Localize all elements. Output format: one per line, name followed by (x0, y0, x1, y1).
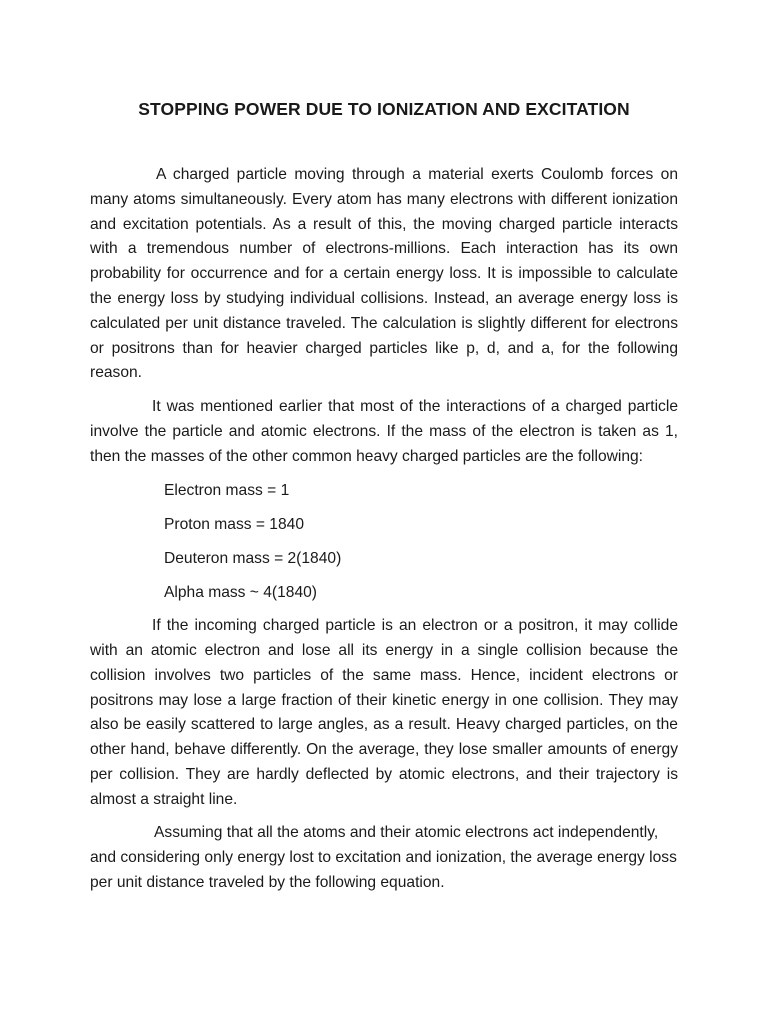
paragraph-intro: A charged particle moving through a material exerts Coulomb forces on many atoms simultaneously. Every atom has many electrons with different ionization and excitation potentials. As a result of this, the moving charged particle interacts with a tremendous number of electrons-millions. Each interaction has its own probability for occurrence and for a certain energy loss. It is impossible to calculate the energy loss by studying individual collisions. Instead, an average energy loss is calculated per unit distance traveled. The calculation is slightly different for electrons or positrons than for heavier charged particles like p, d, and a, for the following reason. (90, 166, 678, 382)
mass-list-item-electron: Electron mass = 1 (164, 481, 290, 499)
page-title: STOPPING POWER DUE TO IONIZATION AND EXCITATION (138, 99, 630, 119)
paragraph-masses-intro: It was mentioned earlier that most of the interactions of a charged particle involve the particle and atomic electrons. If the mass of the electron is taken as 1, then the masses of the other common heavy charged particles are the following: (90, 398, 678, 465)
paragraph-equation-intro: Assuming that all the atoms and their atomic electrons act independently, and considering only energy lost to excitation and ionization, the average energy loss per unit distance traveled by the following equation. (90, 824, 677, 892)
mass-list (90, 479, 678, 606)
paragraph-collisions: If the incoming charged particle is an electron or a positron, it may collide with an atomic electron and lose all its energy in a single collision because the collision involves two particles of the same mass. Hence, incident electrons or positrons may lose a large fraction of their kinetic energy in one collision. They may also be easily scattered to large angles, as a result. Heavy charged particles, on the other hand, behave differently. On the average, they lose smaller amounts of energy per collision. They are hardly deflected by atomic electrons, and their trajectory is almost a straight line. (90, 617, 678, 808)
mass-list-item-deuteron: Deuteron mass = 2(1840) (164, 549, 342, 567)
mass-list-item-proton: Proton mass = 1840 (164, 515, 304, 533)
mass-list-item-alpha: Alpha mass ~ 4(1840) (164, 583, 317, 601)
document-body (90, 163, 678, 896)
